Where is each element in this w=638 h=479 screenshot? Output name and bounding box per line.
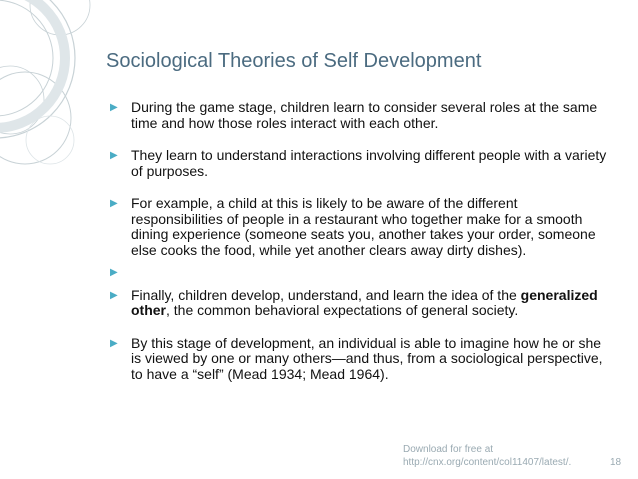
bullet-item bbox=[110, 288, 610, 319]
bullet-text bbox=[131, 264, 135, 280]
bullet-list bbox=[110, 100, 610, 382]
slide-title: Sociological Theories of Self Development bbox=[106, 50, 482, 72]
triangle-bullet-icon: ▶ bbox=[110, 289, 118, 301]
bullet-text: For example, a child at this is likely to be aware of the different responsibilities of people in a restaurant who together make for a smooth dining experience (someone seats you, another takes your order, someone else cooks the food, while yet another clears away dirty dishes). bbox=[131, 195, 596, 258]
bullet-item bbox=[110, 336, 610, 383]
triangle-bullet-icon: ▶ bbox=[110, 198, 118, 209]
triangle-bullet-icon: ▶ bbox=[110, 267, 118, 278]
bullet-item bbox=[110, 196, 610, 258]
triangle-bullet-icon: ▶ bbox=[110, 150, 118, 161]
bullet-text-suffix: , the common behavioral expectations of general society. bbox=[166, 302, 519, 318]
bullet-text-prefix: Finally, children develop, understand, and learn the idea of the bbox=[131, 286, 521, 303]
bullet-text: By this stage of development, an individual is able to imagine how he or she is viewed by one or many others—and thus, from a sociological perspective, to have a “self” (Mead 1934; Mead 1964). bbox=[131, 334, 603, 382]
bullet-item-empty bbox=[110, 265, 610, 281]
bullet-text: During the game stage, children learn to consider several roles at the same time and how those roles interact with each other. bbox=[131, 99, 598, 131]
footer-download-label: Download for free at bbox=[403, 444, 494, 455]
bullet-text: They learn to understand interactions involving different people with a variety of purposes. bbox=[131, 147, 607, 179]
triangle-bullet-icon: ▶ bbox=[110, 337, 118, 349]
page-number: 18 bbox=[610, 457, 622, 468]
footer-download-note bbox=[403, 444, 571, 469]
bullet-item bbox=[110, 148, 610, 179]
footer-source-link[interactable]: http://cnx.org/content/col11407/latest/. bbox=[403, 456, 572, 468]
generalized-other-term: generalized other bbox=[131, 286, 598, 318]
triangle-bullet-icon: ▶ bbox=[110, 102, 118, 113]
bullet-item bbox=[110, 100, 610, 131]
